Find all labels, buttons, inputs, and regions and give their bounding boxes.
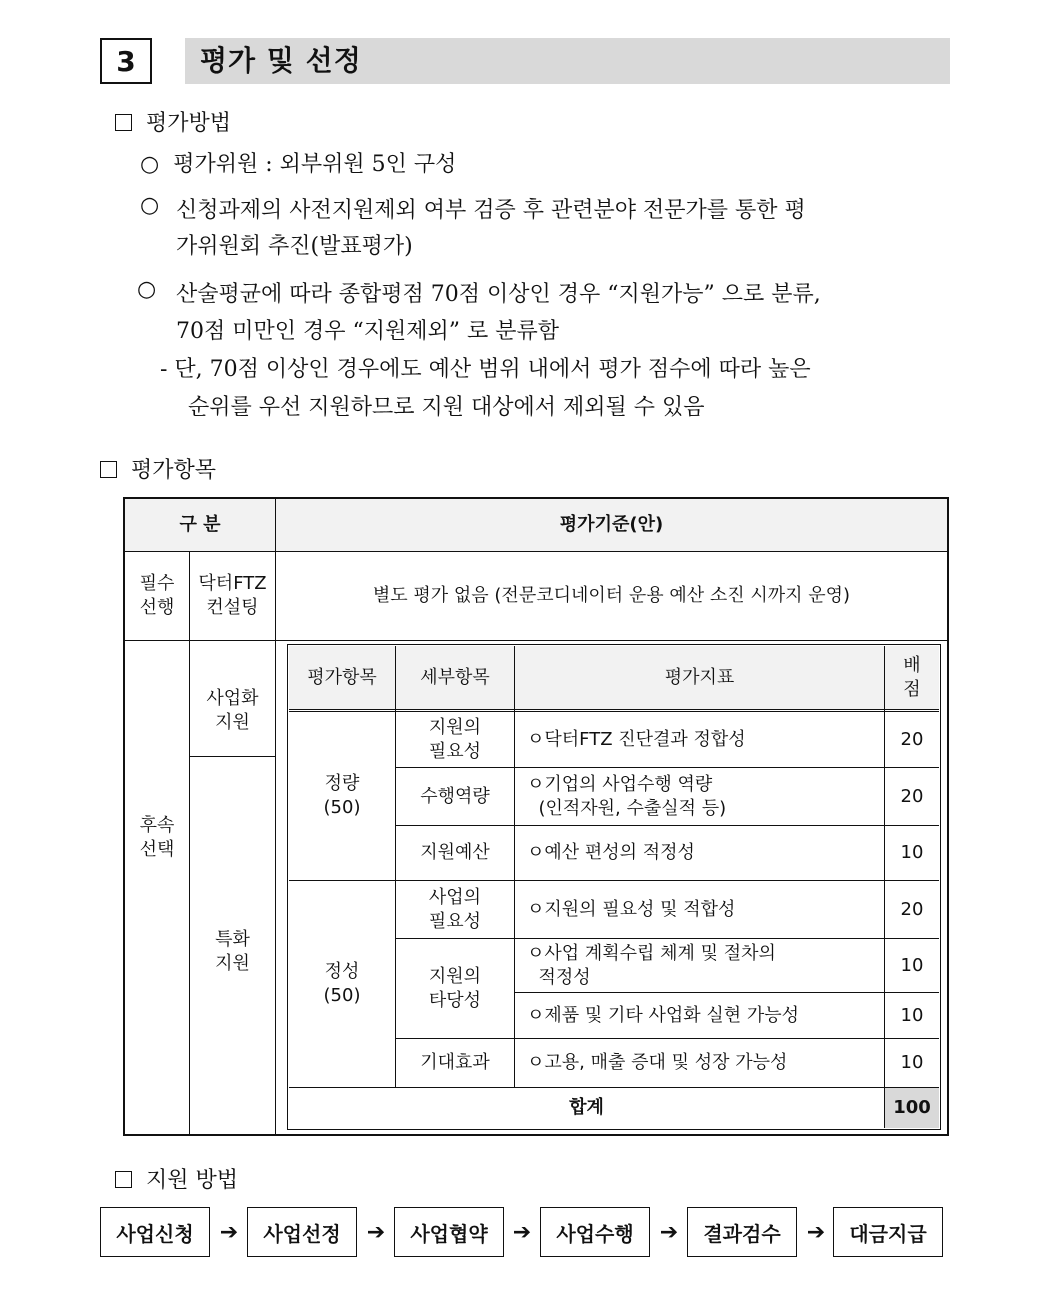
method-bullet-2-line1: 신청과제의 사전지원제외 여부 검증 후 관련분야 전문가를 통한 평 (176, 198, 806, 223)
sub-item-4: 지원의 타당성 (428, 965, 482, 1011)
inner-header-score: 배 점 (903, 654, 921, 700)
qual-label: 정성 (50) (323, 961, 361, 1006)
sub-item-1: 수행역량 (420, 785, 490, 807)
method-note-line2: 순위를 우선 지원하므로 지원 대상에서 제외될 수 있음 (188, 395, 705, 420)
inner-header-sub: 세부항목 (420, 666, 490, 688)
inner-header-item: 평가항목 (307, 666, 377, 688)
step-select: 사업선정 (247, 1207, 357, 1257)
step-apply: 사업신청 (100, 1207, 210, 1257)
sub-item-2: 지원예산 (420, 842, 490, 863)
arrow-right-icon: ➔ (219, 1219, 239, 1245)
score-6: 10 (900, 1052, 924, 1073)
score-2: 10 (900, 842, 924, 863)
no-eval-text: 별도 평가 없음 (전문코디네이터 운용 예산 소진 시까지 운영) (372, 585, 851, 606)
score-5: 10 (900, 1004, 924, 1026)
method-bullet-3-line1: 산술평균에 따라 종합평점 70점 이상인 경우 “지원가능” 으로 분류, (176, 282, 821, 307)
sub-item-6: 기대효과 (420, 1052, 490, 1073)
total-score: 100 (885, 1088, 939, 1128)
total-label: 합계 (569, 1097, 604, 1118)
method-heading: 평가방법 (115, 106, 231, 137)
indicator-6: ㅇ고용, 매출 증대 및 성장 가능성 (527, 1052, 788, 1073)
follow-label: 후속 선택 (139, 814, 175, 860)
header-category: 구 분 (179, 514, 221, 535)
score-3: 20 (900, 898, 924, 920)
method-bullet-3-line2: 70점 미만인 경우 “지원제외” 로 분류함 (176, 319, 559, 344)
checkbox-square-icon (115, 1171, 132, 1188)
doctor-ftz-label: 닥터FTZ 컨설팅 (198, 573, 267, 618)
method-bullet-3-mark: ○ (137, 277, 157, 302)
sub-item-3: 사업의 필요성 (428, 886, 482, 932)
arrow-right-icon: ➔ (366, 1219, 386, 1245)
method-note-line1: - 단, 70점 이상인 경우에도 예산 범위 내에서 평가 점수에 따라 높은 (160, 357, 811, 382)
method-bullet-2-mark: ○ (140, 193, 160, 218)
checkbox-square-icon (115, 114, 132, 131)
items-heading: 평가항목 (100, 453, 216, 484)
section-title: 평가 및 선정 (200, 44, 362, 77)
required-label: 필수 선행 (139, 573, 175, 618)
arrow-right-icon: ➔ (659, 1219, 679, 1245)
special-label: 특화 지원 (215, 928, 250, 974)
method-bullet-2-line2: 가위원회 추진(발표평가) (176, 234, 413, 259)
sub-item-0: 지원의 필요성 (428, 716, 482, 762)
score-1: 20 (900, 785, 924, 807)
header-criteria: 평가기준(안) (559, 514, 664, 535)
step-payment: 대금지급 (833, 1207, 943, 1257)
step-inspect: 결과검수 (687, 1207, 797, 1257)
indicator-2: ㅇ예산 편성의 적정성 (527, 842, 695, 863)
arrow-right-icon: ➔ (806, 1219, 826, 1245)
quant-label: 정량 (50) (323, 773, 361, 818)
indicator-3: ㅇ지원의 필요성 및 적합성 (527, 898, 736, 920)
step-agreement: 사업협약 (394, 1207, 504, 1257)
method-bullet-1: ○ 평가위원 : 외부위원 5인 구성 (140, 152, 457, 177)
arrow-right-icon: ➔ (512, 1219, 532, 1245)
support-heading: 지원 방법 (115, 1163, 238, 1194)
section-number: 3 (100, 38, 152, 84)
score-4: 10 (900, 954, 924, 976)
score-0: 20 (900, 728, 924, 750)
indicator-5: ㅇ제품 및 기타 사업화 실현 가능성 (527, 1004, 800, 1026)
indicator-0: ㅇ닥터FTZ 진단결과 정합성 (527, 728, 746, 750)
indicator-1: ㅇ기업의 사업수행 역량 (인적자원, 수출실적 등) (527, 773, 727, 819)
indicator-4: ㅇ사업 계획수립 체계 및 절차의 적정성 (527, 942, 776, 988)
commercial-label: 사업화 지원 (206, 687, 259, 733)
checkbox-square-icon (100, 461, 117, 478)
step-execute: 사업수행 (540, 1207, 650, 1257)
inner-header-indicator: 평가지표 (664, 666, 735, 688)
